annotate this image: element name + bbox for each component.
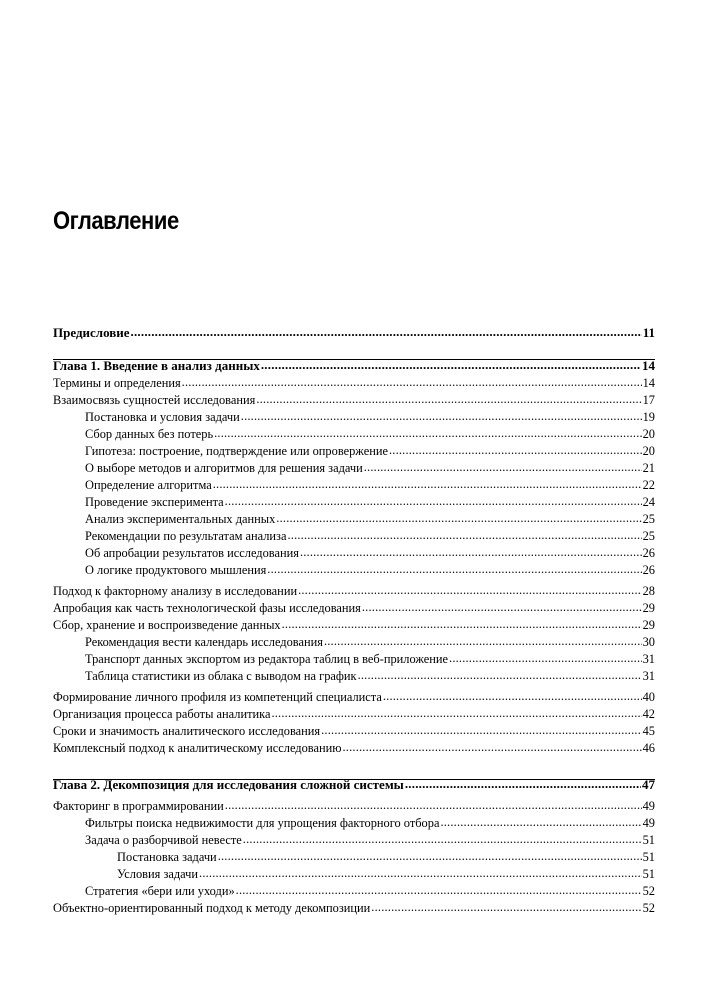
toc-entry-page: 25 bbox=[642, 529, 655, 543]
toc-entry-page: 31 bbox=[642, 652, 655, 666]
toc-entry-label: Постановка и условия задачи bbox=[85, 410, 240, 424]
toc-entry-label: Комплексный подход к аналитическому исследованию bbox=[53, 741, 342, 755]
toc-entry-page: 45 bbox=[642, 724, 655, 738]
toc-entry-page: 47 bbox=[642, 777, 655, 792]
toc-entry-page: 20 bbox=[642, 427, 655, 441]
dot-leader bbox=[343, 738, 642, 756]
toc-entry-page: 22 bbox=[642, 478, 655, 492]
dot-leader bbox=[236, 881, 642, 899]
dot-leader bbox=[131, 323, 642, 341]
toc-entry-page: 46 bbox=[642, 741, 655, 755]
toc-entry-label: Рекомендация вести календарь исследования bbox=[85, 635, 323, 649]
dot-leader bbox=[243, 830, 642, 848]
dot-leader bbox=[321, 721, 641, 739]
toc-entry-page: 51 bbox=[642, 850, 655, 864]
dot-leader bbox=[358, 666, 642, 684]
toc-entry-label: Сбор данных без потерь bbox=[85, 427, 214, 441]
toc-entry-page: 52 bbox=[642, 884, 655, 898]
toc-entry-label: Формирование личного профиля из компетенций специалиста bbox=[53, 690, 382, 704]
dot-leader bbox=[362, 598, 642, 616]
toc-entry-label: Таблица статистики из облака с выводом на график bbox=[85, 669, 357, 683]
toc-entry[interactable] bbox=[0, 739, 655, 757]
toc-entry-page: 51 bbox=[642, 867, 655, 881]
toc-entry-label: О выборе методов и алгоритмов для решения задачи bbox=[85, 461, 363, 475]
toc-entry-page: 31 bbox=[642, 669, 655, 683]
toc-entry-label: Проведение эксперимента bbox=[85, 495, 224, 509]
toc-entry-label: Анализ экспериментальных данных bbox=[85, 512, 276, 526]
dot-leader bbox=[271, 704, 641, 722]
toc-entry-page: 40 bbox=[642, 690, 655, 704]
toc-entry-label: Апробация как часть технологической фазы исследования bbox=[53, 601, 361, 615]
toc-entry-label: Рекомендации по результатам анализа bbox=[85, 529, 287, 543]
toc-entry[interactable] bbox=[0, 899, 655, 917]
toc-entry-label: Стратегия «бери или уходи» bbox=[85, 884, 235, 898]
toc-entry-label: Предисловие bbox=[53, 325, 130, 340]
dot-leader bbox=[218, 847, 642, 865]
toc-entry-label: Термины и определения bbox=[53, 376, 181, 390]
toc-entry-label: Организация процесса работы аналитика bbox=[53, 707, 271, 721]
dot-leader bbox=[214, 424, 642, 442]
dot-leader bbox=[267, 560, 641, 578]
toc-entry-page: 26 bbox=[642, 563, 655, 577]
toc-entry[interactable] bbox=[0, 776, 655, 794]
toc-entry-label: Задача о разборчивой невесте bbox=[85, 833, 242, 847]
toc-entry-page: 30 bbox=[642, 635, 655, 649]
dot-leader bbox=[364, 458, 642, 476]
toc-entry-label: Глава 2. Декомпозиция для исследования сложной системы bbox=[53, 777, 404, 792]
toc-entry-label: Подход к факторному анализу в исследовании bbox=[53, 584, 298, 598]
toc-entry-page: 29 bbox=[642, 601, 655, 615]
dot-leader bbox=[298, 581, 642, 599]
dot-leader bbox=[256, 390, 641, 408]
dot-leader bbox=[241, 407, 642, 425]
toc-entry-label: Объектно-ориентированный подход к методу декомпозиции bbox=[53, 901, 371, 915]
toc-entry-page: 49 bbox=[642, 816, 655, 830]
toc-entry-label: Транспорт данных экспортом из редактора таблиц в веб-приложение bbox=[85, 652, 449, 666]
toc-entry-page: 19 bbox=[642, 410, 655, 424]
dot-leader bbox=[213, 475, 642, 493]
toc-entry-page: 20 bbox=[642, 444, 655, 458]
toc-entry-page: 14 bbox=[642, 358, 655, 373]
dot-leader bbox=[440, 813, 641, 831]
dot-leader bbox=[300, 543, 642, 561]
toc-entry-page: 11 bbox=[642, 325, 655, 340]
toc-entry-label: Глава 1. Введение в анализ данных bbox=[53, 358, 260, 373]
toc-entry[interactable] bbox=[0, 667, 655, 685]
toc-entry[interactable] bbox=[0, 324, 655, 342]
toc-entry-label: Фильтры поиска недвижимости для упрощения факторного отбора bbox=[85, 816, 440, 830]
dot-leader bbox=[282, 615, 642, 633]
toc-entry-page: 42 bbox=[642, 707, 655, 721]
dot-leader bbox=[449, 649, 642, 667]
dot-leader bbox=[261, 356, 641, 374]
toc-entry-page: 51 bbox=[642, 833, 655, 847]
toc-entry[interactable] bbox=[0, 561, 655, 579]
toc-entry-page: 14 bbox=[642, 376, 655, 390]
toc-entry-page: 25 bbox=[642, 512, 655, 526]
toc-entry-page: 17 bbox=[642, 393, 655, 407]
toc-entry-label: Постановка задачи bbox=[117, 850, 217, 864]
toc-entry-page: 21 bbox=[642, 461, 655, 475]
dot-leader bbox=[389, 441, 642, 459]
toc-entry-page: 52 bbox=[642, 901, 655, 915]
dot-leader bbox=[405, 775, 641, 793]
toc-entry-label: Сбор, хранение и воспроизведение данных bbox=[53, 618, 281, 632]
toc-entry-label: Взаимосвязь сущностей исследования bbox=[53, 393, 256, 407]
dot-leader bbox=[225, 492, 642, 510]
toc-entry-label: Гипотеза: построение, подтверждение или опровержение bbox=[85, 444, 388, 458]
toc-entry-label: О логике продуктового мышления bbox=[85, 563, 267, 577]
toc-entry-page: 29 bbox=[642, 618, 655, 632]
toc-entry-page: 24 bbox=[642, 495, 655, 509]
toc-entry-label: Определение алгоритма bbox=[85, 478, 212, 492]
toc-entry-label: Факторинг в программировании bbox=[53, 799, 224, 813]
dot-leader bbox=[324, 632, 642, 650]
dot-leader bbox=[287, 526, 641, 544]
page-title: Оглавление bbox=[53, 207, 179, 235]
toc-entry-label: Сроки и значимость аналитического исследования bbox=[53, 724, 321, 738]
dot-leader bbox=[225, 796, 642, 814]
dot-leader bbox=[383, 687, 642, 705]
toc-entry-label: Об апробации результатов исследования bbox=[85, 546, 299, 560]
toc-entry-page: 26 bbox=[642, 546, 655, 560]
dot-leader bbox=[276, 509, 641, 527]
dot-leader bbox=[182, 373, 642, 391]
dot-leader bbox=[199, 864, 642, 882]
dot-leader bbox=[371, 898, 641, 916]
toc-entry-page: 28 bbox=[642, 584, 655, 598]
toc-entry-label: Условия задачи bbox=[117, 867, 199, 881]
toc-entry-page: 49 bbox=[642, 799, 655, 813]
